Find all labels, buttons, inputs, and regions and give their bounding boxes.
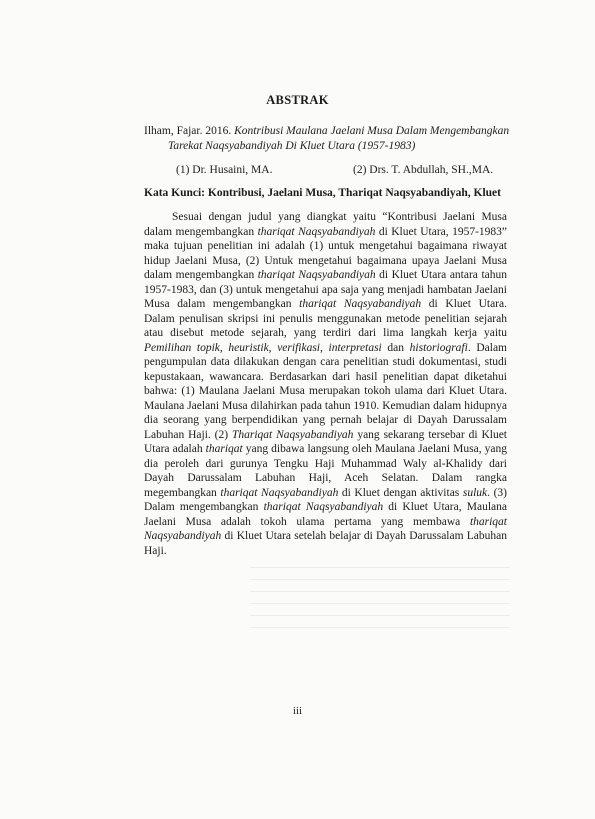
- abstract-italic-term: suluk: [462, 486, 488, 499]
- abstract-text: di Kluet Utara setelah belajar di Dayah Darussalam Labuhan Haji.: [144, 530, 507, 557]
- abstract-text: di Kluet Utara, Maulana Jaelani Musa adalah tokoh ulama pertama yang membawa: [144, 501, 507, 528]
- abstract-text: yang sekarang tersebar di Kluet Utara adalah: [144, 428, 507, 455]
- abstract-italic-term: Thariqat Naqsyabandiyah: [231, 428, 354, 441]
- abstract-body: [144, 210, 507, 558]
- abstract-italic-term: thariqat Naqsyabandiyah: [257, 225, 376, 238]
- abstract-text: yang dibawa langsung oleh Maulana Jaelani Musa, yang dia peroleh dari gurunya Tengku Haji Muhammad Waly al-Khalidy dari Dayah Darussalam Labuhan Haji, Aceh Selatan. Dalam rangka megembangkan: [144, 443, 507, 499]
- abstract-italic-term: historiografi: [409, 341, 468, 354]
- abstract-italic-term: thariqat Naqsyabandiyah: [144, 515, 507, 542]
- abstract-italic-term: Pemilihan topik, heuristik, verifikasi, interpretasi: [144, 341, 382, 354]
- abstract-text: . (3) Dalam mengembangkan: [144, 486, 507, 513]
- bleed-through-shadow: [250, 567, 510, 637]
- abstract-text: Sesuai dengan judul yang diangkat yaitu “Kontribusi Jaelani Musa dalam mengembangkan: [144, 211, 507, 238]
- abstract-italic-term: thariqat Naqsyabandiyah: [257, 269, 376, 281]
- citation-title-part1: Kontribusi Maulana Jaelani Musa Dalam Mengembangkan: [234, 125, 510, 137]
- abstract-text: dan: [381, 341, 410, 354]
- page-title: ABSTRAK: [266, 93, 329, 107]
- abstract-text: di Kluet dengan aktivitas: [338, 486, 463, 499]
- page-number: iii: [292, 705, 303, 717]
- abstract-italic-term: thariqat Naqsyabandiyah: [299, 298, 422, 310]
- citation-title-part2: Tarekat Naqsyabandiyah Di Kluet Utara (1957-1983): [168, 140, 416, 152]
- supervisor-1: (1) Dr. Husaini, MA.: [176, 164, 273, 176]
- citation-author-year: Ilham, Fajar. 2016.: [144, 125, 235, 137]
- abstract-text: di Kluet Utara antara tahun 1957-1983, dan (3) untuk mengetahui apa saja yang menjadi hambatan Jaelani Musa dalam mengembangkan: [144, 269, 507, 310]
- supervisor-2: (2) Drs. T. Abdullah, SH.,MA.: [353, 164, 494, 176]
- abstract-text: di Kluet Utara. Dalam penulisan skripsi ini penulis menggunakan metode penelitian sejarah atau disebut metode sejarah, yang terdiri dari lima langkah kerja yaitu: [144, 298, 507, 339]
- abstract-text: . Dalam pengumpulan data dilakukan dengan cara penelitian studi dokumentasi, studi kepustakaan, wawancara. Berdasarkan dari hasil penelitian dapat diketahui bahwa: (1) Maulana Jaelani Musa merupakan tokoh ulama dari Kluet Utara. Maulana Jaelani Musa dilahirkan pada tahun 1910. Kemudian dalam hidupnya dia seorang yang berpendidikan yang pernah belajar di Dayah Darussalam Labuhan Haji. (2): [144, 341, 508, 441]
- abstract-italic-term: thariqat Naqsyabandiyah: [220, 486, 339, 499]
- abstract-italic-term: thariqat Naqsyabandiyah: [263, 501, 384, 513]
- abstract-text: di Kluet Utara, 1957-1983” maka tujuan penelitian ini adalah (1) untuk mengetahui bagaimana riwayat hidup Jaelani Musa, (2) Untuk mengetahui bagaimana upaya Jaelani Musa dalam mengembangkan: [144, 225, 508, 281]
- citation: [144, 124, 524, 154]
- abstract-italic-term: thariqat: [205, 443, 243, 455]
- keywords: Kata Kunci: Kontribusi, Jaelani Musa, Thariqat Naqsyabandiyah, Kluet: [144, 187, 501, 199]
